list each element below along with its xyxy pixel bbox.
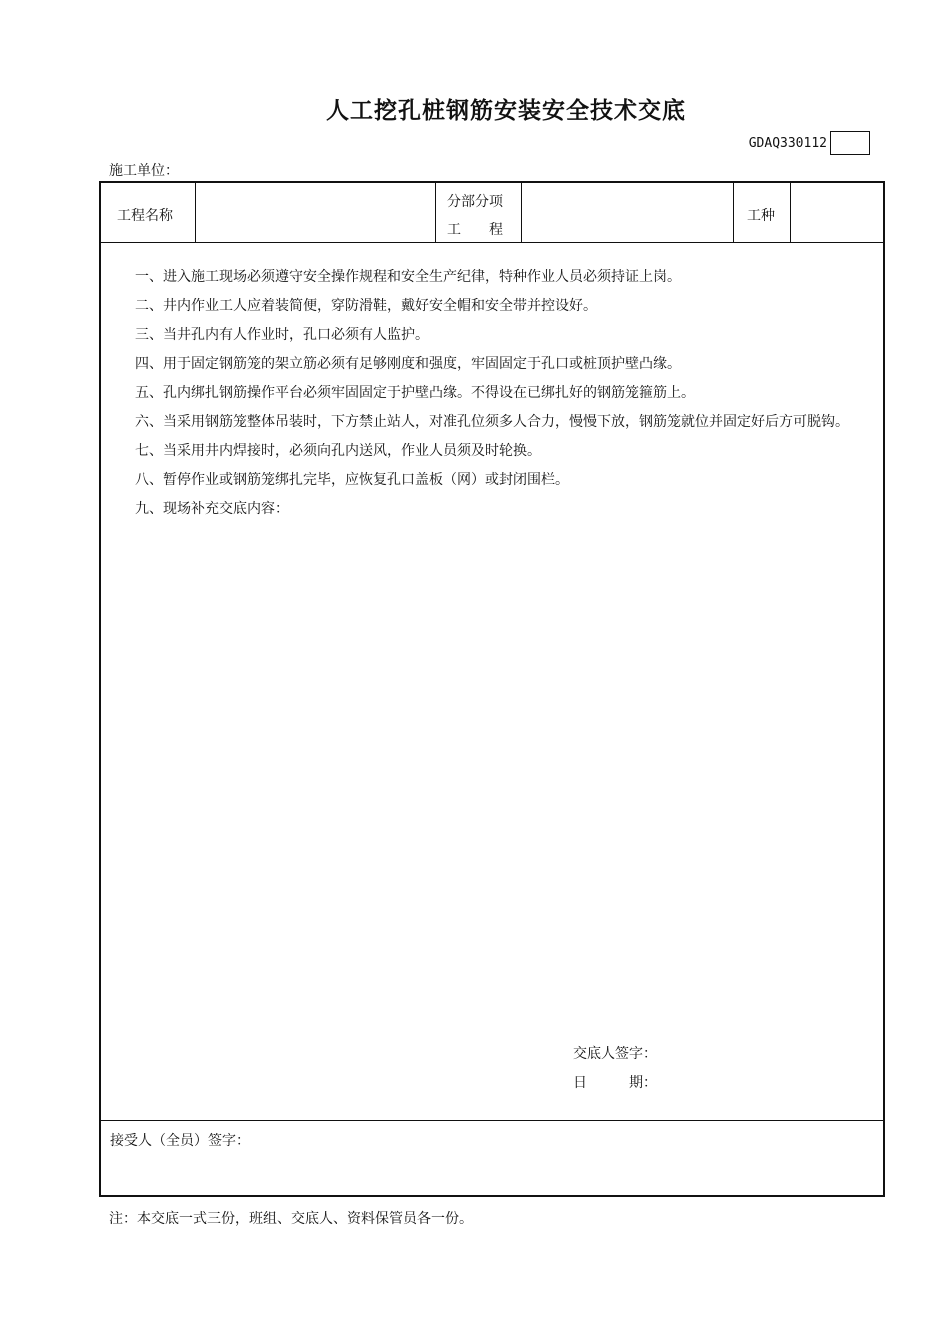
work-type-label: 工种 bbox=[747, 208, 775, 224]
header-divider bbox=[733, 183, 734, 242]
document-code-box[interactable] bbox=[830, 131, 870, 155]
sub-project-label-line2: 工 程 bbox=[447, 222, 503, 238]
disclosure-item: 三、当井孔内有人作业时，孔口必须有人监护。 bbox=[135, 327, 429, 343]
document-title: 人工挖孔桩钢筋安装安全技术交底 bbox=[326, 98, 686, 124]
header-divider bbox=[790, 183, 791, 242]
disclosure-content bbox=[101, 243, 883, 1121]
disclosure-item: 五、孔内绑扎钢筋操作平台必须牢固固定于护壁凸缘。不得设在已绑扎好的钢筋笼箍筋上。 bbox=[135, 385, 695, 401]
project-name-label: 工程名称 bbox=[117, 208, 173, 224]
disclosure-items bbox=[109, 263, 879, 524]
document-code-text: GDAQ330112 bbox=[748, 135, 827, 151]
footer-note: 注：本交底一式三份，班组、交底人、资料保管员各一份。 bbox=[109, 1211, 473, 1227]
disclosure-item: 六、当采用钢筋笼整体吊装时，下方禁止站人，对准孔位须多人合力，慢慢下放，钢筋笼就位并固定好后方可脱钩。 bbox=[135, 414, 849, 430]
disclosure-item: 八、暂停作业或钢筋笼绑扎完毕，应恢复孔口盖板（网）或封闭围栏。 bbox=[135, 472, 569, 488]
disclosure-item: 七、当采用井内焊接时，必须向孔内送风，作业人员须及时轮换。 bbox=[135, 443, 541, 459]
construction-unit-label: 施工单位： bbox=[109, 163, 179, 179]
document-code bbox=[749, 131, 870, 155]
disclosure-item: 九、现场补充交底内容： bbox=[135, 501, 289, 517]
receiver-signature-label: 接受人（全员）签字： bbox=[110, 1133, 250, 1149]
sub-project-label-line1: 分部分项 bbox=[447, 194, 503, 210]
discloser-signature-label: 交底人签字： bbox=[573, 1046, 657, 1062]
form-header-row bbox=[101, 183, 883, 243]
disclosure-item: 四、用于固定钢筋笼的架立筋必须有足够刚度和强度，牢固固定于孔口或桩顶护壁凸缘。 bbox=[135, 356, 681, 372]
disclosure-form bbox=[99, 181, 885, 1197]
header-divider bbox=[195, 183, 196, 242]
disclosure-item: 一、进入施工现场必须遵守安全操作规程和安全生产纪律，特种作业人员必须持证上岗。 bbox=[135, 269, 681, 285]
header-divider bbox=[435, 183, 436, 242]
disclosure-date-label: 日 期： bbox=[573, 1075, 657, 1091]
header-divider bbox=[521, 183, 522, 242]
disclosure-item: 二、井内作业工人应着装简便，穿防滑鞋，戴好安全帽和安全带并控设好。 bbox=[135, 298, 597, 314]
